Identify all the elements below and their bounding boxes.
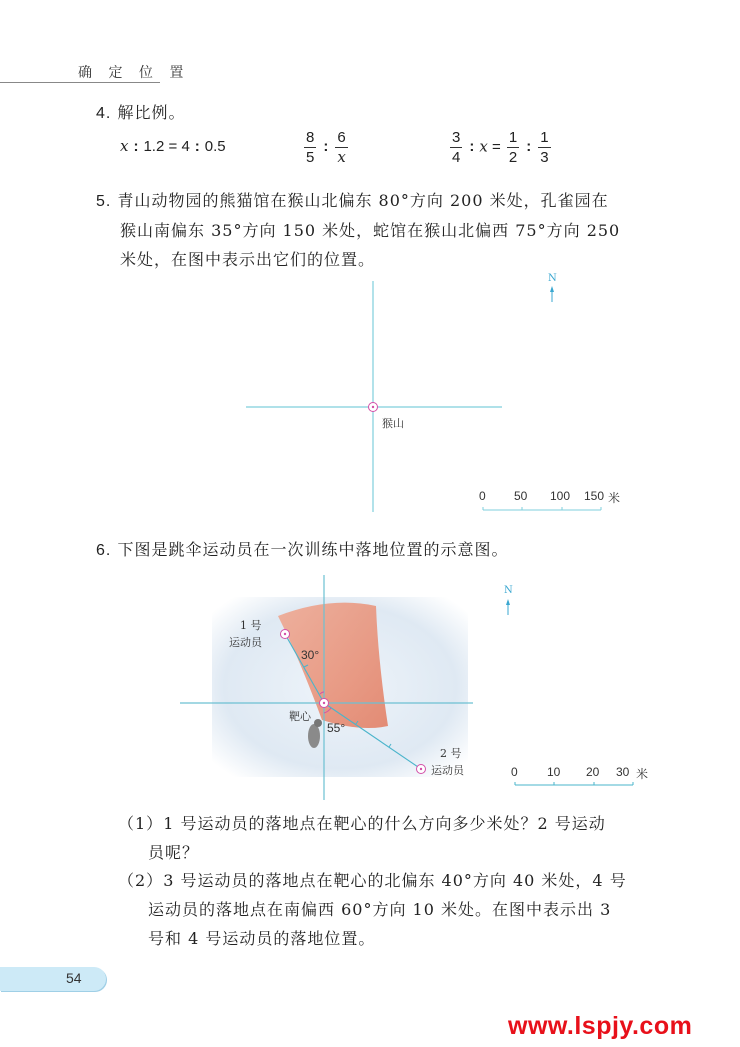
q5-scale-bar	[483, 507, 601, 510]
q4-equation-1: x : 1.2 = 4 : 0.5	[120, 137, 226, 155]
q6-scale-unit: 米	[636, 767, 649, 781]
q5-scale-unit: 米	[608, 491, 621, 505]
q5-north-label: N	[548, 273, 557, 284]
q6-north-arrow-icon	[506, 599, 510, 615]
athlete-2-label-line1: 2 号	[440, 747, 462, 760]
q5-scale-tick-150: 150	[584, 489, 605, 503]
q6-subquestion-2: （2）3 号运动员的落地点在靶心的北偏东 40°方向 40 米处，4 号 运动员的落地点在南偏西 60°方向 10 米处。在图中表示出 3 号和 4 号运动员的落地位置。	[118, 871, 627, 948]
q5-text: 5. 青山动物园的熊猫馆在猴山北偏东 80°方向 200 米处，孔雀园在 猴山南偏东 35°方向 150 米处，蛇馆在猴山北偏西 75°方向 250 米处，在图中表示出它们的位置。	[96, 191, 621, 269]
q5-scale-tick-100: 100	[550, 489, 571, 503]
angle-30-label: 30°	[301, 648, 320, 662]
q6-subquestion-1: （1）1 号运动员的落地点在靶心的什么方向多少米处？2 号运动 员呢？	[118, 814, 606, 862]
page-number-tab	[0, 967, 106, 991]
athlete-2-marker	[417, 765, 426, 774]
q5-scale-tick-50: 50	[514, 489, 528, 503]
watermark-link[interactable]: www.lspjy.com	[508, 1012, 693, 1040]
target-center-label: 靶心	[289, 710, 311, 723]
q4-equation-3: $\frac{3}{4}$ : x = $\frac{1}{2}$ : $\frac{1}{3}$	[452, 129, 549, 166]
athlete-1-label-line2: 运动员	[229, 636, 262, 649]
monkey-hill-label: 猴山	[382, 417, 404, 430]
q6-north-label: N	[504, 585, 513, 596]
q6-scale-bar	[515, 782, 633, 785]
q5-scale-tick-0: 0	[479, 489, 486, 503]
section-title: 确 定 位 置	[78, 65, 190, 81]
q6-heading: 6. 下图是跳伞运动员在一次训练中落地位置的示意图。	[96, 540, 509, 559]
q4-prompt: 解比例。	[117, 103, 186, 122]
athlete-2-label-line2: 运动员	[431, 764, 464, 777]
target-center-marker	[320, 699, 329, 708]
q6-scale-tick-10: 10	[547, 765, 561, 779]
q4-equation-2: $\frac{8}{5}$ : $\frac{6}{x}$	[306, 129, 346, 166]
athlete-1-marker	[281, 630, 290, 639]
q5-center-marker	[369, 403, 378, 412]
q6-scale-tick-20: 20	[586, 765, 600, 779]
athlete-1-label-line1: 1 号	[240, 619, 262, 632]
q5-north-arrow-icon	[550, 286, 554, 302]
q6-scale-tick-0: 0	[511, 765, 518, 779]
q6-scale-tick-30: 30	[616, 765, 630, 779]
page-number: 54	[66, 970, 82, 986]
q4-number: 4.	[96, 105, 112, 122]
angle-55-label: 55°	[327, 721, 346, 735]
